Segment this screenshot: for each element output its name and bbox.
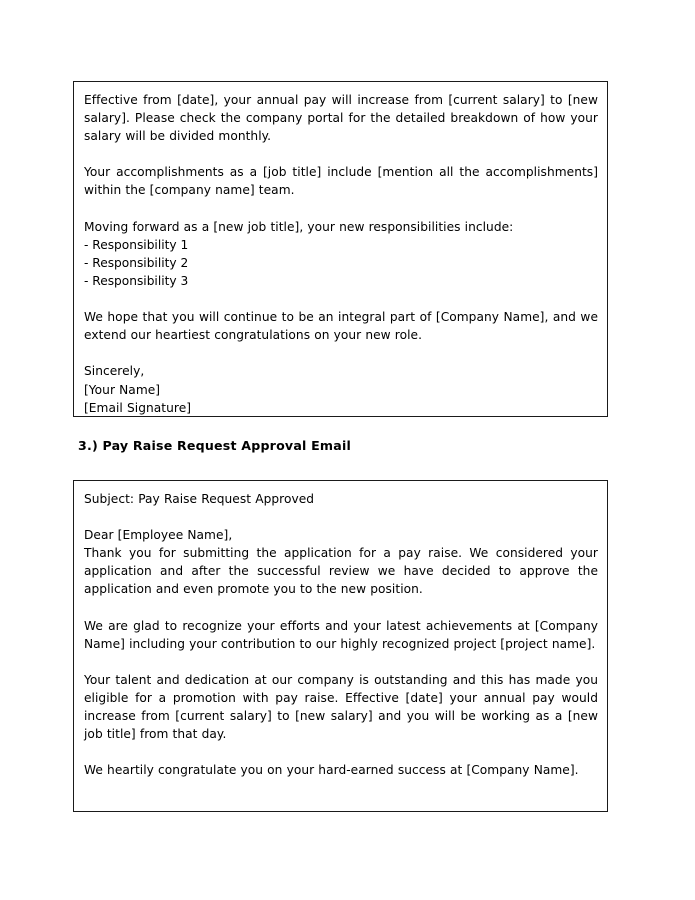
- paragraph-spacer: [84, 290, 598, 308]
- list-item: - Responsibility 3: [84, 273, 189, 288]
- paragraph-spacer: [84, 508, 598, 526]
- approval-paragraph-3: Your talent and dedication at our company is outstanding and this has made you eligible for a promotion with pay raise. Effective [date] your annual pay would increase from [current salary] to [new salary] and you will be working as a [new job title] from that day.: [84, 672, 598, 742]
- section-heading: 3.) Pay Raise Request Approval Email: [78, 438, 351, 453]
- paragraph-spacer: [84, 145, 598, 163]
- promotion-paragraph-2: Your accomplishments as a [job title] include [mention all the accomplishments] within the [company name] team.: [84, 165, 598, 198]
- promotion-paragraph-3: We hope that you will continue to be an integral part of [Company Name], and we extend our heartiest congratulations on your new role.: [84, 310, 598, 343]
- paragraph-spacer: [84, 344, 598, 362]
- paragraph-spacer: [84, 653, 598, 671]
- approval-paragraph-2: We are glad to recognize your efforts and your latest achievements at [Company Name] including your contribution to our highly recognized project [project name].: [84, 618, 598, 651]
- approval-subject-line: Subject: Pay Raise Request Approved: [84, 492, 315, 506]
- promotion-closing: Sincerely,: [84, 364, 145, 379]
- paragraph-spacer: [84, 599, 598, 617]
- promotion-signature-name: [Your Name]: [84, 382, 161, 397]
- paragraph-spacer: [84, 200, 598, 218]
- promotion-signature-block: [Email Signature]: [84, 400, 192, 415]
- promotion-email-box: [73, 81, 608, 417]
- paragraph-spacer: [84, 743, 598, 761]
- approval-email-box: [73, 480, 608, 812]
- approval-paragraph-4: We heartily congratulate you on your hard-earned success at [Company Name].: [84, 763, 579, 778]
- approval-paragraph-1: Thank you for submitting the application for a pay raise. We considered your application and after the successful review we have decided to approve the application and even promote you to the new position.: [84, 546, 598, 597]
- list-item: - Responsibility 1: [84, 237, 189, 252]
- promotion-paragraph-1: Effective from [date], your annual pay will increase from [current salary] to [new salary]. Please check the company portal for the detailed breakdown of how your salary will be divided monthly.: [84, 93, 598, 144]
- responsibilities-intro: Moving forward as a [new job title], your new responsibilities include:: [84, 219, 514, 234]
- list-item: - Responsibility 2: [84, 255, 189, 270]
- approval-salutation: Dear [Employee Name],: [84, 528, 233, 543]
